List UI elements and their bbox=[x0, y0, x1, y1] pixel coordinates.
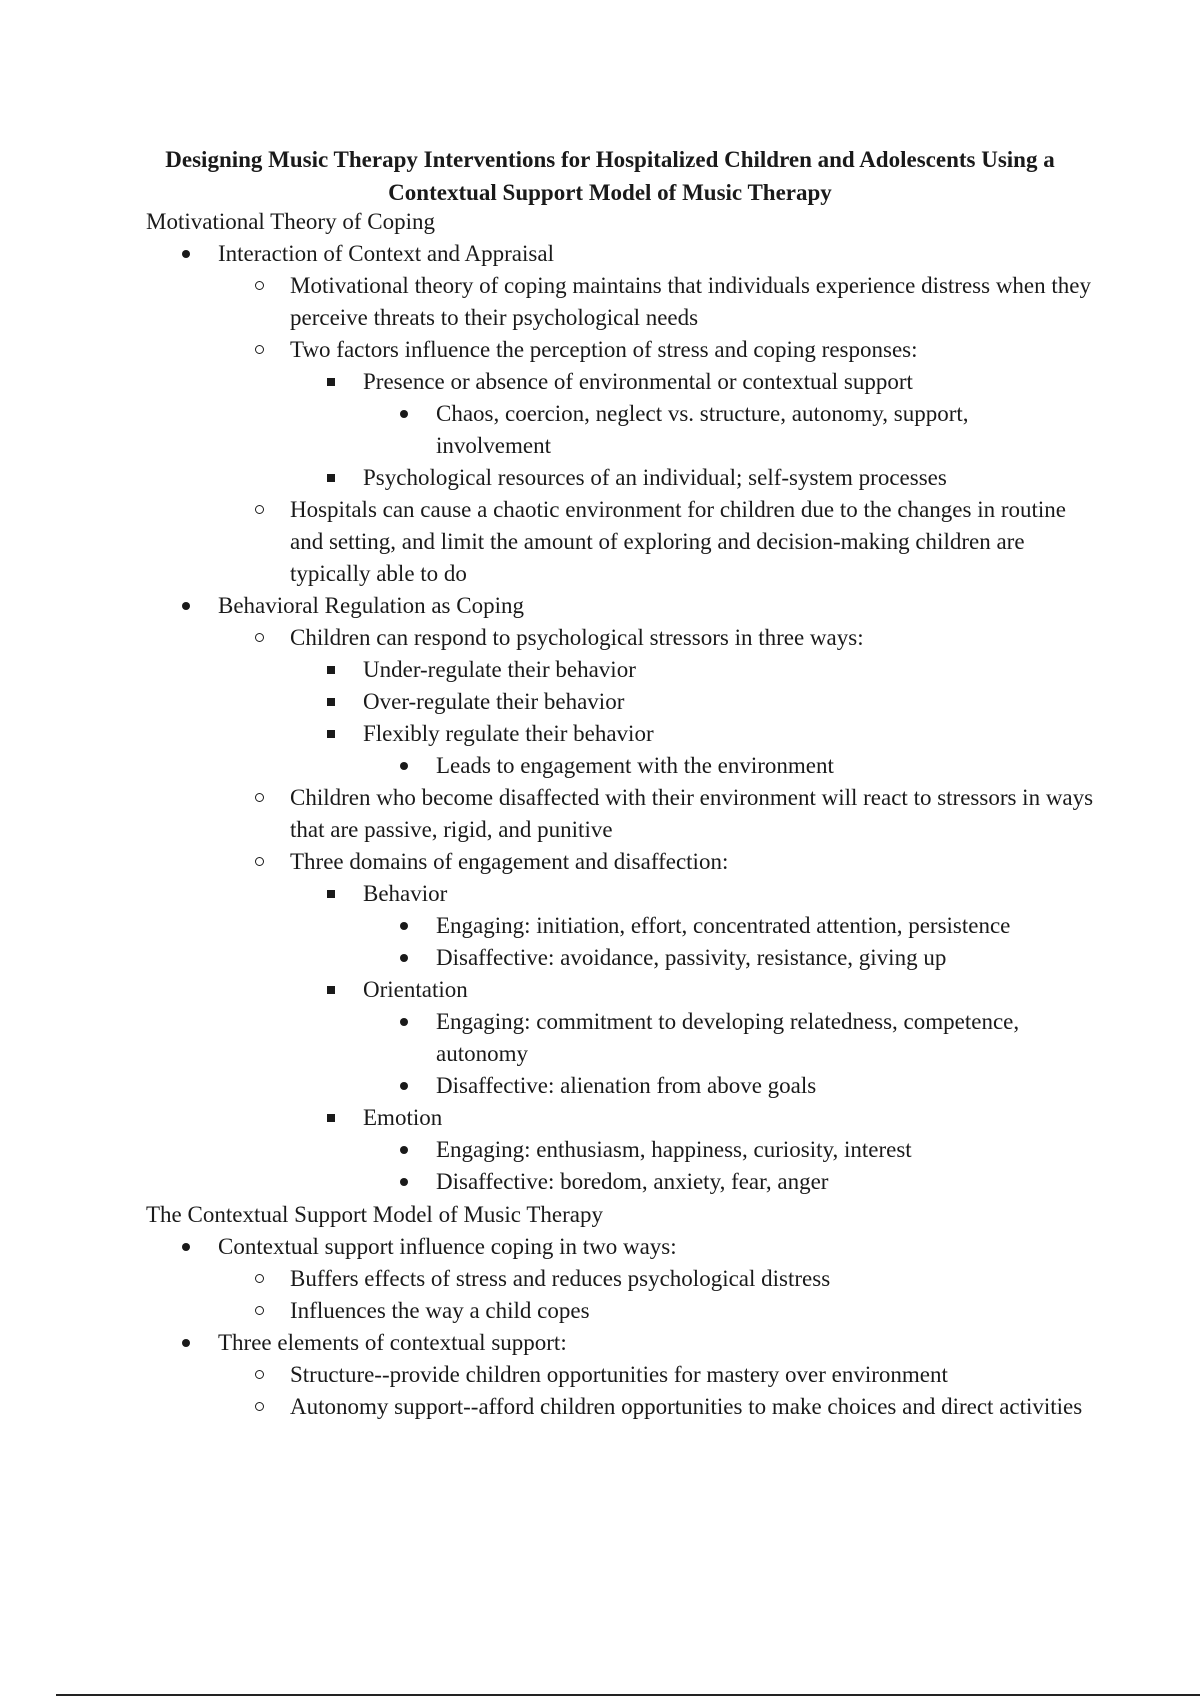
list-item-text: Motivational theory of coping maintains that individuals experience distress when they perceive threats to their psychological needs bbox=[290, 273, 1091, 330]
bullet-disc-icon bbox=[400, 410, 408, 418]
list-item-text: Presence or absence of environmental or contextual support bbox=[363, 369, 913, 394]
list-item bbox=[218, 1327, 1098, 1359]
list-item-text: Three elements of contextual support: bbox=[218, 1330, 567, 1355]
list-item-text: Engaging: initiation, effort, concentrated attention, persistence bbox=[436, 913, 1011, 938]
bullet-disc-icon bbox=[182, 1339, 190, 1347]
bullet-disc-icon bbox=[182, 602, 190, 610]
list-item bbox=[436, 1006, 1056, 1070]
bullet-circle-icon bbox=[255, 1370, 264, 1379]
list-item-text: Children can respond to psychological stressors in three ways: bbox=[290, 625, 864, 650]
list-item-text: Leads to engagement with the environment bbox=[436, 753, 834, 778]
list-item-text: Under-regulate their behavior bbox=[363, 657, 636, 682]
list-item-text: Influences the way a child copes bbox=[290, 1298, 590, 1323]
bullet-circle-icon bbox=[255, 345, 264, 354]
list-item-text: Hospitals can cause a chaotic environment for children due to the changes in routine and setting, and limit the amount of exploring and decision-making children are typically able to do bbox=[290, 497, 1066, 586]
list-item-text: Behavioral Regulation as Coping bbox=[218, 593, 524, 618]
bullet-disc-icon bbox=[400, 762, 408, 770]
list-item bbox=[290, 1359, 1098, 1391]
list-item bbox=[290, 494, 1098, 590]
bullet-square-icon bbox=[327, 474, 335, 482]
document-title: Designing Music Therapy Interventions for Hospitalized Children and Adolescents Using a Contextual Support Model of Music Therapy bbox=[165, 147, 1055, 205]
list-item-text: Structure--provide children opportunities for mastery over environment bbox=[290, 1362, 948, 1387]
list-item bbox=[436, 942, 1056, 974]
bullet-disc-icon bbox=[400, 1178, 408, 1186]
bullet-square-icon bbox=[327, 730, 335, 738]
list-item bbox=[363, 366, 1063, 398]
list-item-text: Behavior bbox=[363, 881, 448, 906]
bullet-square-icon bbox=[327, 378, 335, 386]
list-item bbox=[436, 1134, 1056, 1166]
bullet-square-icon bbox=[327, 986, 335, 994]
section-heading: Motivational Theory of Coping bbox=[146, 209, 435, 234]
list-item bbox=[290, 1295, 1098, 1327]
list-item-text: Disaffective: boredom, anxiety, fear, anger bbox=[436, 1169, 829, 1194]
list-item bbox=[436, 398, 1056, 462]
list-item bbox=[436, 910, 1056, 942]
list-item-text: Contextual support influence coping in two ways: bbox=[218, 1234, 677, 1259]
list-item-text: Interaction of Context and Appraisal bbox=[218, 241, 554, 266]
list-item bbox=[363, 686, 1063, 718]
bullet-circle-icon bbox=[255, 793, 264, 802]
bullet-circle-icon bbox=[255, 1402, 264, 1411]
section-heading: The Contextual Support Model of Music Therapy bbox=[146, 1202, 603, 1227]
list-item-text: Two factors influence the perception of stress and coping responses: bbox=[290, 337, 918, 362]
list-item bbox=[218, 238, 1098, 270]
list-item bbox=[290, 782, 1098, 846]
bullet-square-icon bbox=[327, 890, 335, 898]
list-item bbox=[290, 334, 1098, 366]
list-item bbox=[290, 1391, 1098, 1423]
list-item bbox=[436, 1070, 1056, 1102]
bullet-disc-icon bbox=[400, 954, 408, 962]
list-item bbox=[290, 270, 1098, 334]
list-item bbox=[218, 590, 1098, 622]
list-item bbox=[436, 1166, 1056, 1198]
list-item-text: Chaos, coercion, neglect vs. structure, autonomy, support, involvement bbox=[436, 401, 969, 458]
bullet-disc-icon bbox=[400, 1082, 408, 1090]
list-item bbox=[363, 1102, 1063, 1134]
bullet-circle-icon bbox=[255, 633, 264, 642]
bullet-disc-icon bbox=[182, 250, 190, 258]
list-item bbox=[436, 750, 1056, 782]
bullet-disc-icon bbox=[400, 1146, 408, 1154]
list-item-text: Emotion bbox=[363, 1105, 443, 1130]
page-bottom-rule bbox=[56, 1694, 1200, 1696]
list-item-text: Three domains of engagement and disaffection: bbox=[290, 849, 729, 874]
bullet-circle-icon bbox=[255, 281, 264, 290]
list-item bbox=[290, 1263, 1098, 1295]
list-item-text: Over-regulate their behavior bbox=[363, 689, 625, 714]
list-item-text: Buffers effects of stress and reduces psychological distress bbox=[290, 1266, 831, 1291]
list-item-text: Psychological resources of an individual; self-system processes bbox=[363, 465, 947, 490]
list-item-text: Orientation bbox=[363, 977, 468, 1002]
list-item-text: Autonomy support--afford children opportunities to make choices and direct activities bbox=[290, 1394, 1083, 1419]
list-item bbox=[290, 846, 1098, 878]
list-item-text: Children who become disaffected with their environment will react to stressors in ways that are passive, rigid, and punitive bbox=[290, 785, 1094, 842]
list-item bbox=[363, 878, 1063, 910]
list-item bbox=[363, 462, 1063, 494]
bullet-circle-icon bbox=[255, 857, 264, 866]
bullet-disc-icon bbox=[182, 1243, 190, 1251]
list-item bbox=[363, 654, 1063, 686]
bullet-square-icon bbox=[327, 698, 335, 706]
list-item-text: Disaffective: alienation from above goals bbox=[436, 1073, 817, 1098]
list-item-text: Flexibly regulate their behavior bbox=[363, 721, 654, 746]
bullet-circle-icon bbox=[255, 505, 264, 514]
bullet-disc-icon bbox=[400, 1018, 408, 1026]
bullet-circle-icon bbox=[255, 1306, 264, 1315]
bullet-disc-icon bbox=[400, 922, 408, 930]
list-item-text: Disaffective: avoidance, passivity, resistance, giving up bbox=[436, 945, 947, 970]
list-item bbox=[290, 622, 1098, 654]
list-item bbox=[218, 1231, 1098, 1263]
list-item bbox=[363, 974, 1063, 1006]
list-item-text: Engaging: enthusiasm, happiness, curiosity, interest bbox=[436, 1137, 912, 1162]
bullet-square-icon bbox=[327, 1114, 335, 1122]
bullet-square-icon bbox=[327, 666, 335, 674]
bullet-circle-icon bbox=[255, 1274, 264, 1283]
list-item-text: Engaging: commitment to developing relatedness, competence, autonomy bbox=[436, 1009, 1020, 1066]
list-item bbox=[363, 718, 1063, 750]
